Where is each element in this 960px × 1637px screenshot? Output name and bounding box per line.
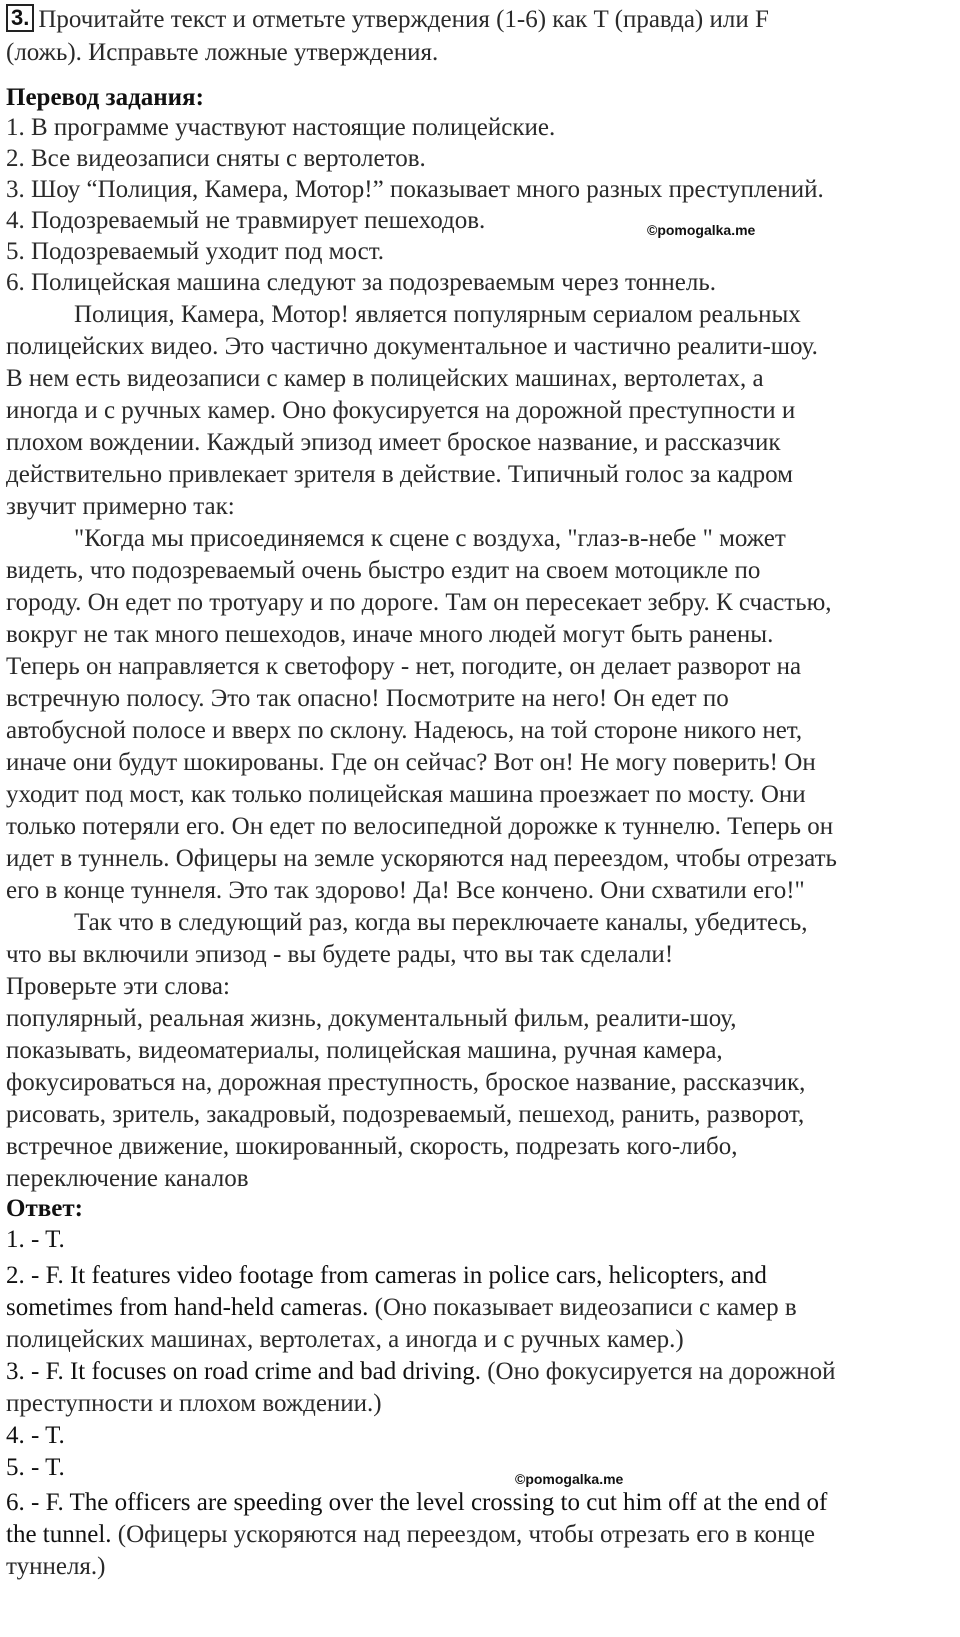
text-p2-line-7: автобусной полосе и вверх по склону. Надеюсь, на той стороне никого нет, (6, 717, 803, 744)
task-text: Прочитайте текст и отметьте утверждения (1-6) как T (правда) или F (38, 6, 769, 33)
text-p2-line-12: его в конце туннеля. Это так здорово! Да! Все кончено. Они схватили его!" (6, 877, 805, 904)
watermark-bottom: ©pomogalka.me (515, 1471, 624, 1487)
vocab-line-5: встречное движение, шокированный, скорость, подрезать кого-либо, (6, 1133, 738, 1160)
text-p2-line-11: идет в туннель. Офицеры на земле ускоряются над переездом, чтобы отрезать (6, 845, 837, 872)
text-p3-line-1: Так что в следующий раз, когда вы переключаете каналы, убедитесь, (74, 909, 808, 936)
answer-6-ru-line-1: (Офицеры ускоряются над переездом, чтобы отрезать его в конце (117, 1521, 815, 1548)
text-p2-line-8: иначе они будут шокированы. Где он сейчас? Вот он! Не могу поверить! Он (6, 749, 816, 776)
watermark-top: ©pomogalka.me (647, 222, 756, 238)
text-p1-line-5: плохом вождении. Каждый эпизод имеет броское название, и рассказчик (6, 429, 781, 456)
text-p1-line-3: В нем есть видеозаписи с камер в полицейских машинах, вертолетах, а (6, 365, 764, 392)
answer-6-line-2 (6, 1519, 815, 1551)
text-p2-line-1: "Когда мы присоединяемся к сцене с воздуха, "глаз-в-небе " может (74, 525, 786, 552)
answer-6-en-line-2: the tunnel. (6, 1521, 112, 1548)
text-p2-line-5: Теперь он направляется к светофору - нет, погодите, он делает разворот на (6, 653, 802, 680)
translation-item-2: 2. Все видеозаписи сняты с вертолетов. (6, 145, 426, 172)
text-p2-line-10: только потеряли его. Он едет по велосипедной дорожке к туннелю. Теперь он (6, 813, 834, 840)
answer-6-en-line-1: 6. - F. The officers are speeding over the level crossing to cut him off at the end of (6, 1489, 828, 1516)
text-p1-line-2: полицейских видео. Это частично документальное и частично реалити-шоу. (6, 333, 818, 360)
answer-2-ru-line-1: (Оно показывает видеозаписи с камер в (374, 1294, 797, 1321)
text-p1-line-1: Полиция, Камера, Мотор! является популярным сериалом реальных (74, 301, 801, 328)
vocab-line-3: фокусироваться на, дорожная преступность, броское название, рассказчик, (6, 1069, 806, 1096)
translation-item-5: 5. Подозреваемый уходит под мост. (6, 238, 385, 265)
translation-item-1: 1. В программе участвуют настоящие полицейские. (6, 114, 556, 141)
text-p2-line-6: встречную полосу. Это так опасно! Посмотрите на него! Он едет по (6, 685, 729, 712)
answer-4: 4. - T. (6, 1422, 65, 1449)
answer-3-ru-line-1: (Оно фокусируется на дорожной (487, 1358, 836, 1385)
text-p1-line-6: действительно привлекает зрителя в действие. Типичный голос за кадром (6, 461, 793, 488)
task-line-2: (ложь). Исправьте ложные утверждения. (6, 39, 439, 66)
vocab-line-1: популярный, реальная жизнь, документальный фильм, реалити-шоу, (6, 1005, 737, 1032)
task-number-box: 3. (6, 4, 34, 32)
answer-2-line-2 (6, 1292, 797, 1324)
text-p3-line-2: что вы включили эпизод - вы будете рады, что вы так сделали! (6, 941, 674, 968)
translation-item-6: 6. Полицейская машина следуют за подозреваемым через тоннель. (6, 269, 717, 296)
answer-6-ru-line-2: туннеля.) (6, 1553, 106, 1580)
vocab-heading: Проверьте эти слова: (6, 973, 230, 1000)
answer-5: 5. - T. (6, 1454, 65, 1481)
answer-heading: Ответ: (6, 1195, 83, 1222)
translation-item-3: 3. Шоу “Полиция, Камера, Мотор!” показывает много разных преступлений. (6, 176, 824, 203)
translation-heading: Перевод задания: (6, 84, 204, 111)
vocab-line-4: рисовать, зритель, закадровый, подозреваемый, пешеход, ранить, разворот, (6, 1101, 805, 1128)
answer-2-en-line-1: 2. - F. It features video footage from cameras in police cars, helicopters, and (6, 1262, 767, 1289)
translation-item-4: 4. Подозреваемый не травмирует пешеходов. (6, 207, 486, 234)
vocab-line-6: переключение каналов (6, 1165, 249, 1192)
text-p1-line-7: звучит примерно так: (6, 493, 235, 520)
text-p2-line-2: видеть, что подозреваемый очень быстро ездит на своем мотоцикле по (6, 557, 761, 584)
text-p1-line-4: иногда и с ручных камер. Оно фокусируется на дорожной преступности и (6, 397, 796, 424)
answer-3-ru-line-2: преступности и плохом вождении.) (6, 1390, 382, 1417)
text-p2-line-3: городу. Он едет по тротуару и по дороге. Там он пересекает зебру. К счастью, (6, 589, 832, 616)
text-p2-line-4: вокруг не так много пешеходов, иначе много людей могут быть ранены. (6, 621, 774, 648)
task-line-1 (6, 4, 769, 36)
vocab-line-2: показывать, видеоматериалы, полицейская машина, ручная камера, (6, 1037, 723, 1064)
answer-2-en-line-2: sometimes from hand-held cameras. (6, 1294, 369, 1321)
answer-3-line-1 (6, 1356, 836, 1388)
answer-3-en: 3. - F. It focuses on road crime and bad driving. (6, 1358, 481, 1385)
answer-2-ru-line-2: полицейских машинах, вертолетах, а иногда и с ручных камер.) (6, 1326, 684, 1353)
text-p2-line-9: уходит под мост, как только полицейская машина проезжает по мосту. Они (6, 781, 806, 808)
answer-1: 1. - T. (6, 1226, 65, 1253)
